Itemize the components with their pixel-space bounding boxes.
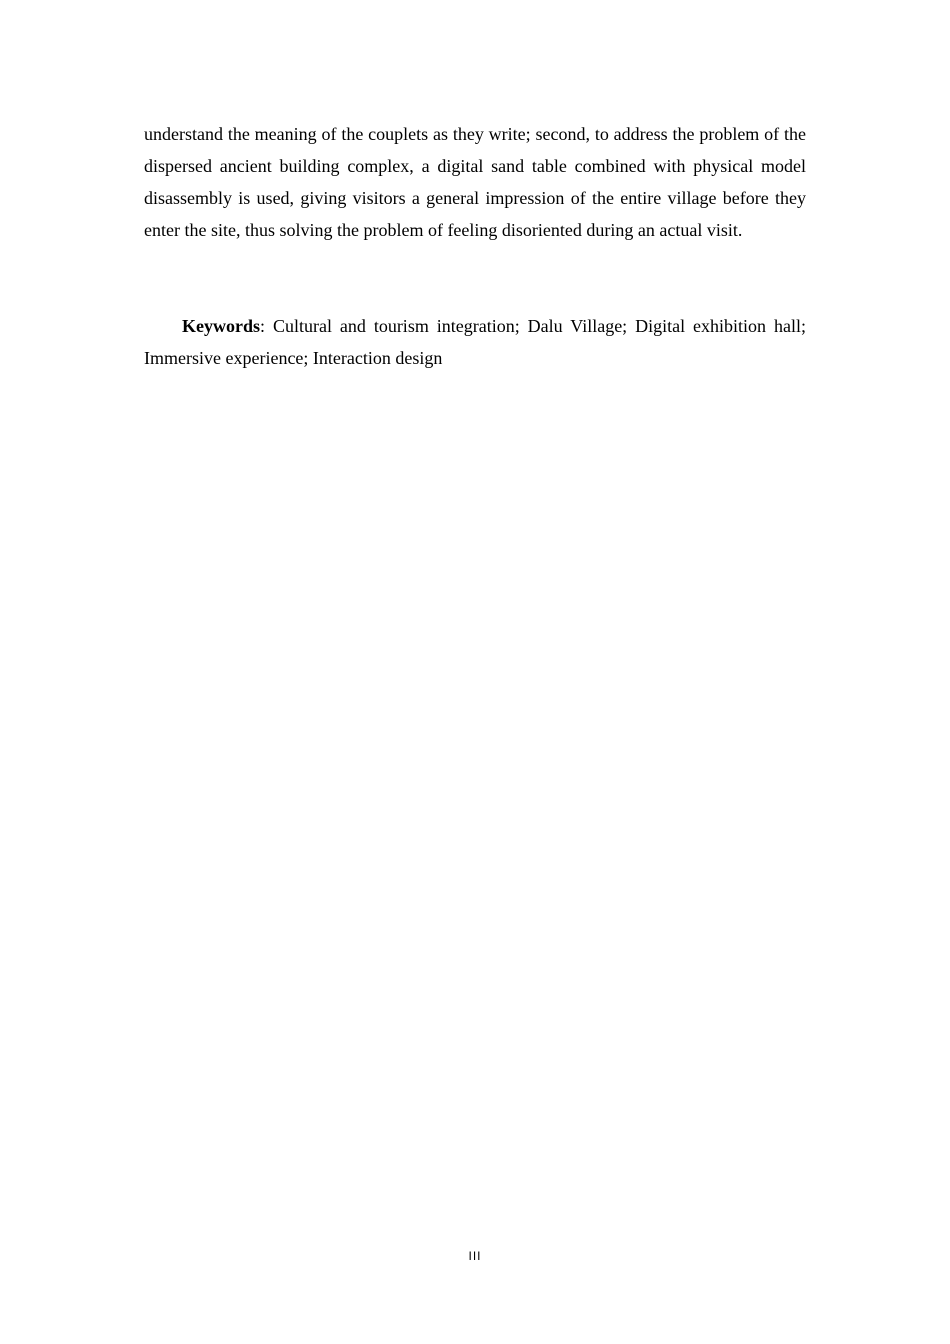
page-number: III <box>468 1249 482 1263</box>
keywords-text: Cultural and tourism integration; Dalu Village; Digital exhibition hall; Immersive experience; Interaction design <box>144 316 806 368</box>
abstract-continuation-paragraph: understand the meaning of the couplets as they write; second, to address the problem of the dispersed ancient building complex, a digital sand table combined with physical model disassembly is used, giving visitors a general impression of the entire village before they enter the site, thus solving the problem of feeling disoriented during an actual visit. <box>144 124 806 240</box>
keywords-paragraph <box>144 310 806 374</box>
keywords-label: Keywords <box>182 316 260 336</box>
keywords-separator: : <box>260 316 273 336</box>
